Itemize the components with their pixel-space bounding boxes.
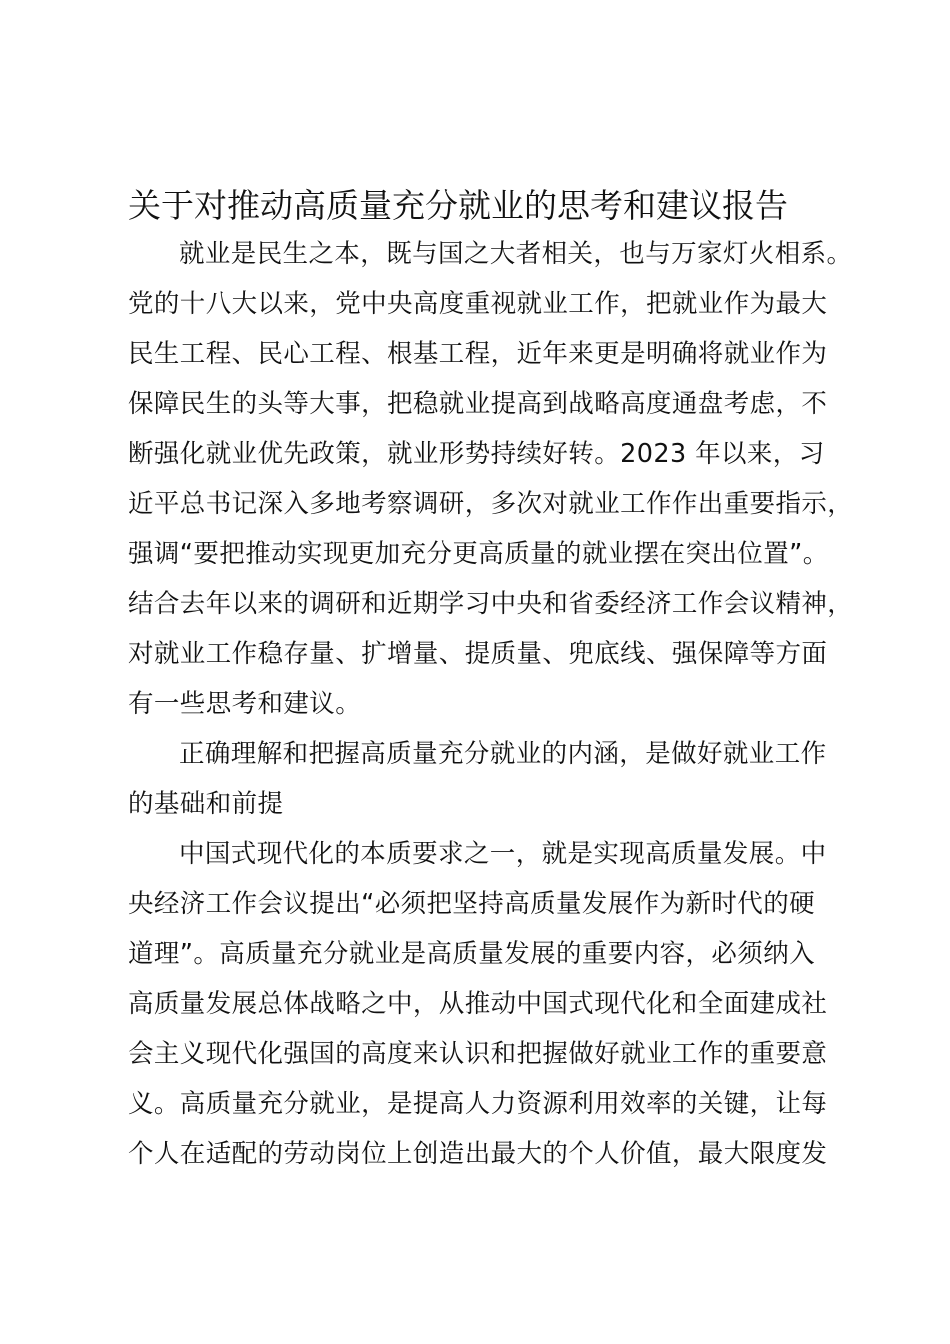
text-line: 中国式现代化的本质要求之一，就是实现高质量发展。中 (179, 839, 827, 869)
document-body (128, 229, 858, 1179)
document-title: 关于对推动高质量充分就业的思考和建议报告 (128, 186, 788, 225)
text-line: 高质量发展总体战略之中，从推动中国式现代化和全面建成社 (128, 989, 828, 1019)
text-line: 民生工程、民心工程、根基工程，近年来更是明确将就业作为 (128, 339, 828, 369)
text-line: 正确理解和把握高质量充分就业的内涵，是做好就业工作 (179, 739, 827, 769)
text-line: 党的十八大以来，党中央高度重视就业工作，把就业作为最大 (128, 289, 828, 319)
text-line: 对就业工作稳存量、扩增量、提质量、兜底线、强保障等方面 (128, 639, 828, 669)
text-line: 断强化就业优先政策，就业形势持续好转。2023 年以来，习 (128, 439, 825, 469)
paragraph (128, 829, 858, 1179)
text-line: 近平总书记深入多地考察调研，多次对就业工作作出重要指示， (128, 489, 854, 519)
text-line: 会主义现代化强国的高度来认识和把握做好就业工作的重要意 (128, 1039, 828, 1069)
text-line: 个人在适配的劳动岗位上创造出最大的个人价值，最大限度发 (128, 1139, 828, 1169)
text-line: 的基础和前提 (128, 789, 284, 819)
text-line: 道理”。高质量充分就业是高质量发展的重要内容，必须纳入 (128, 939, 816, 969)
section-heading (128, 729, 858, 829)
text-line: 保障民生的头等大事，把稳就业提高到战略高度通盘考虑，不 (128, 389, 828, 419)
text-line: 有一些思考和建议。 (128, 689, 362, 719)
text-line: 强调“要把推动实现更加充分更高质量的就业摆在突出位置”。 (128, 539, 829, 569)
text-line: 央经济工作会议提出“必须把坚持高质量发展作为新时代的硬 (128, 889, 816, 919)
text-line: 结合去年以来的调研和近期学习中央和省委经济工作会议精神， (128, 589, 854, 619)
paragraph (128, 229, 858, 729)
text-line: 就业是民生之本，既与国之大者相关，也与万家灯火相系。 (179, 239, 853, 269)
text-line: 义。高质量充分就业，是提高人力资源利用效率的关键，让每 (128, 1089, 828, 1119)
